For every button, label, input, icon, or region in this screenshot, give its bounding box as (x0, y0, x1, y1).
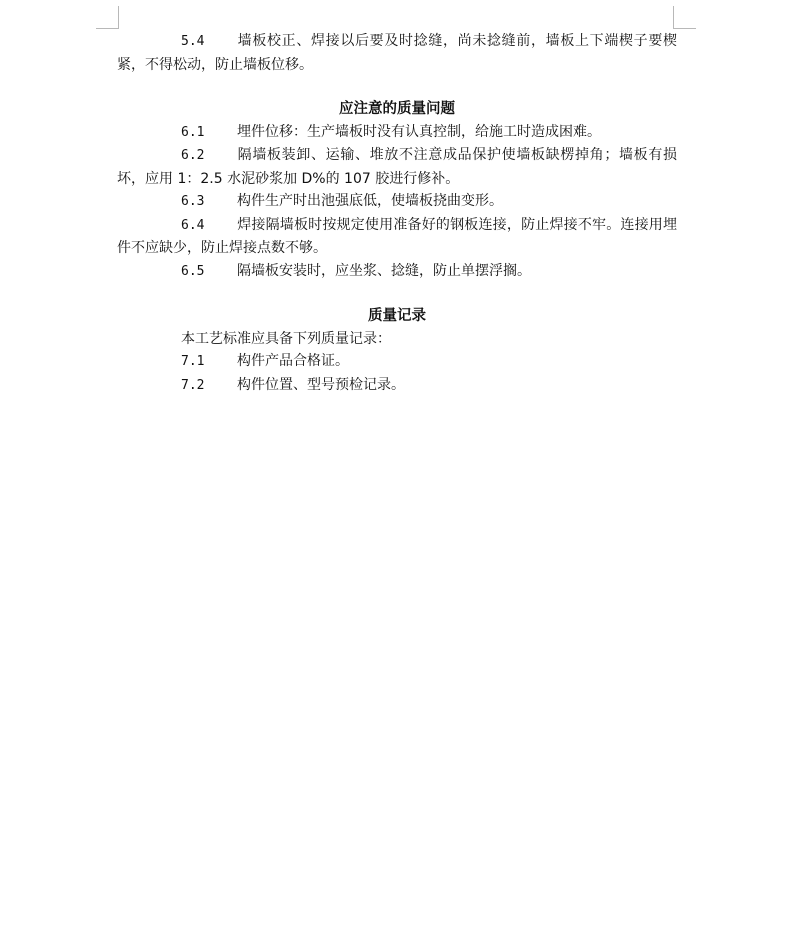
item-text: 隔墙板安装时，应坐浆、捻缝，防止单摆浮搁。 (237, 262, 531, 279)
crop-mark-top-right (673, 6, 696, 29)
paragraph-6-5[interactable] (117, 260, 677, 284)
paragraph-6-1[interactable] (117, 121, 677, 145)
records-intro[interactable]: 本工艺标准应具备下列质量记录： (181, 330, 391, 347)
crop-mark-top-left (96, 6, 119, 29)
item-number: 6.3 (181, 194, 205, 209)
section-heading-quality-records: 质量记录 (368, 308, 426, 324)
item-text: 焊接隔墙板时按规定使用准备好的钢板连接，防止焊接不牢。连接用埋件不应缺少，防止焊接点数不够。 (117, 216, 677, 256)
item-number: 5.4 (181, 34, 205, 49)
item-number: 6.2 (181, 148, 205, 163)
item-number: 6.5 (181, 263, 205, 279)
paragraph-7-2[interactable] (117, 374, 677, 398)
item-text: 构件位置、型号预检记录。 (237, 376, 405, 393)
paragraph-6-4[interactable] (117, 214, 677, 260)
document-body (117, 30, 677, 397)
paragraph-7-1[interactable] (117, 350, 677, 374)
section-heading-quality-issues: 应注意的质量问题 (339, 101, 455, 117)
item-text: 墙板校正、焊接以后要及时捻缝，尚未捻缝前，墙板上下端楔子要楔紧，不得松动，防止墙板位移。 (117, 33, 677, 73)
item-number: 6.4 (181, 217, 205, 233)
item-text: 埋件位移：生产墙板时没有认真控制，给施工时造成困难。 (237, 123, 601, 140)
item-text: 构件生产时出池强底低，使墙板挠曲变形。 (237, 193, 503, 209)
item-number: 7.1 (181, 354, 205, 369)
paragraph-5-4[interactable] (117, 30, 677, 76)
item-number: 7.2 (181, 377, 205, 393)
item-text: 隔墙板装卸、运输、堆放不注意成品保护使墙板缺楞掉角；墙板有损坏，应用 1：2.5 水泥砂浆加 D%的 107 胶进行修补。 (117, 147, 677, 187)
paragraph-6-2[interactable] (117, 144, 677, 190)
item-text: 构件产品合格证。 (237, 353, 349, 369)
paragraph-6-3[interactable] (117, 190, 677, 214)
item-number: 6.1 (181, 124, 205, 140)
